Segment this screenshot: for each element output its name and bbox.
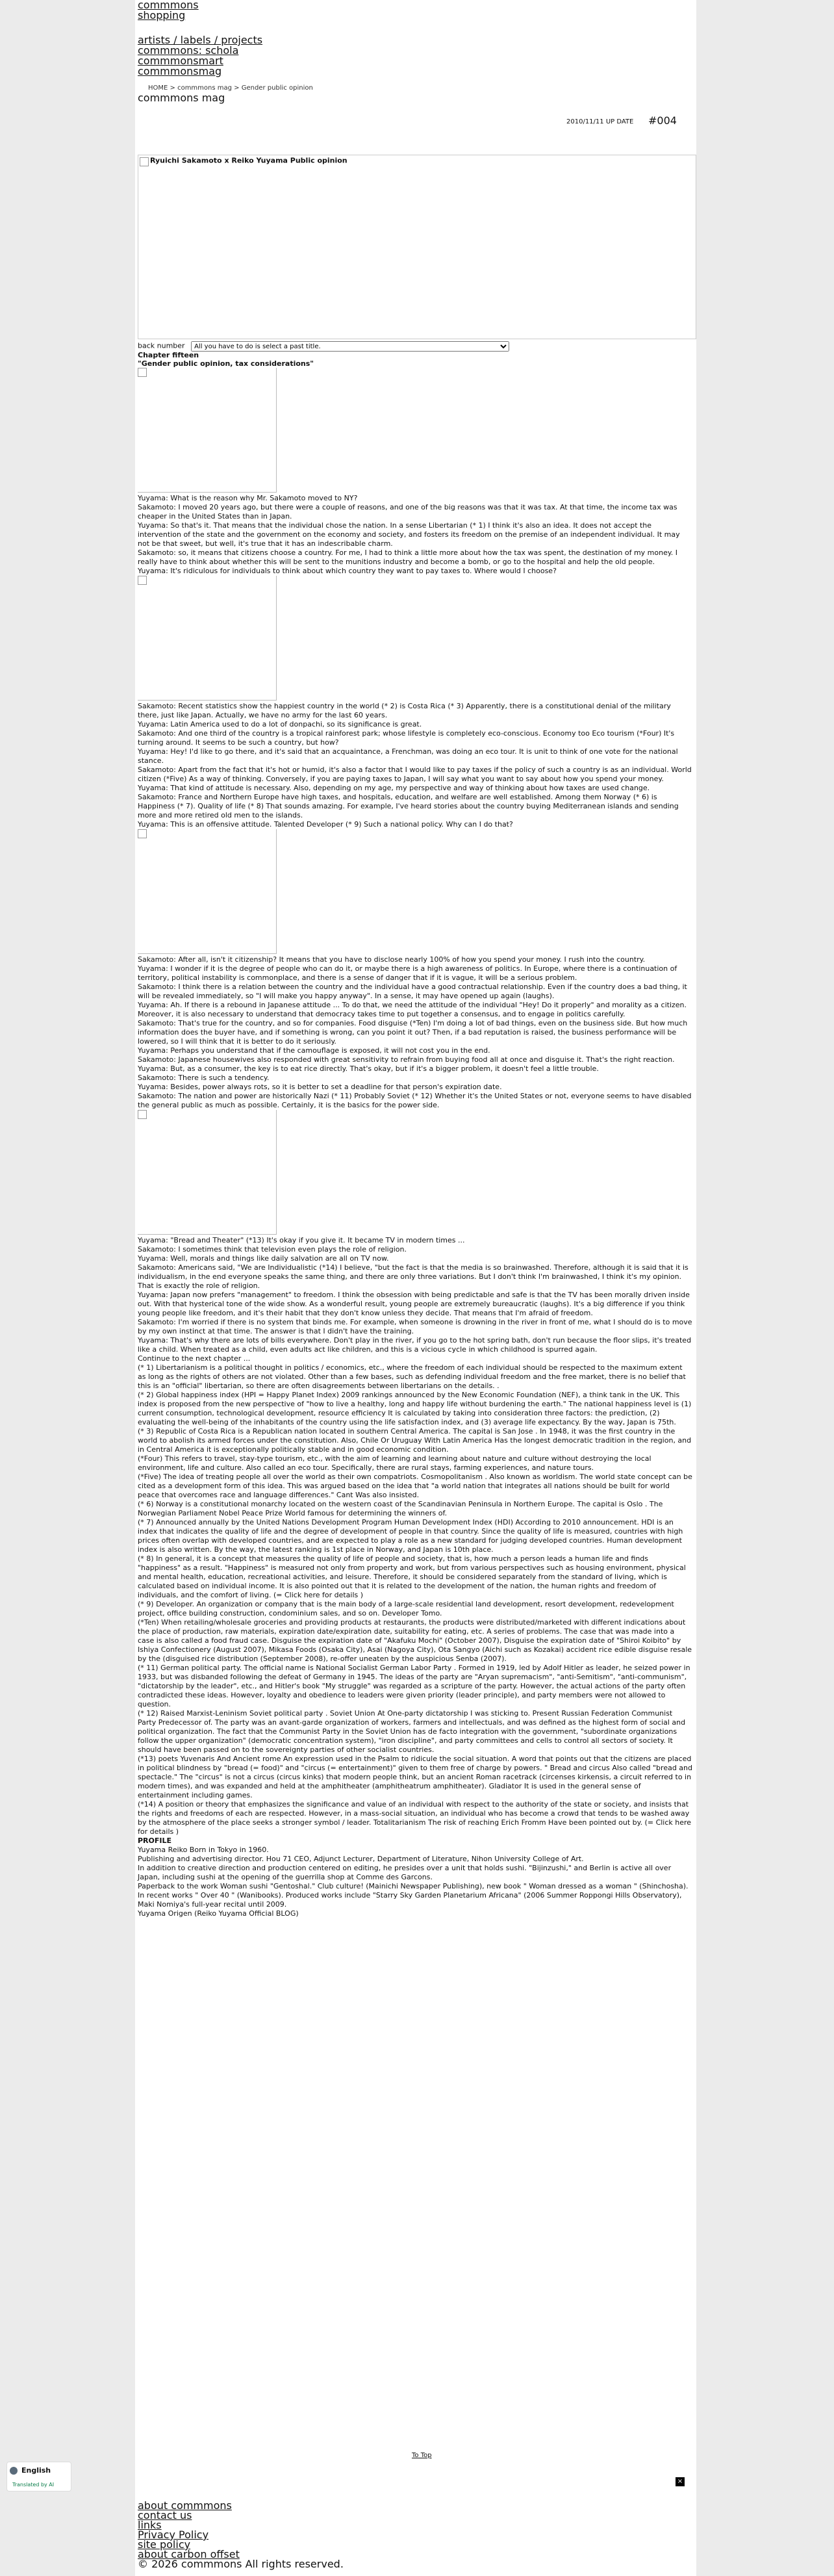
article-image	[138, 829, 277, 954]
dialogue-paragraph: (* 1) Libertarianism is a political thought in politics / economics, etc., where the freedom of each individual should be respected to the maximum extent as long as the rights of others are not violated. Other than a few bases, such as defending individual freedom and the free market, there is no belief that this is an "official" libertarian, so there are often disagreements between libertarians on the details. .	[138, 1363, 686, 1390]
dialogue-block-4	[138, 1236, 692, 1836]
footer-link-privacy[interactable]: Privacy Policy	[138, 2529, 209, 2541]
translate-widget[interactable]	[6, 2462, 71, 2492]
nav-commmons[interactable]: commmons	[138, 0, 199, 11]
article-body	[138, 368, 692, 1918]
dialogue-paragraph: (*Ten) When retailing/wholesale groceries and providing products at restaurants, the products were distributed/marketed with different indications about the place of production, raw materials, expiration date/expiration date, suitability for eating, etc. A series of problems. The case that was made into a case is also called a food fraud case. Disguise the expiration date of "Akafuku Mochi" (October 2007), Disguise the expiration date of "Shiroi Koibito" by Ishiya Confectionery (August 2007), Mikasa Foods (Osaka City), Asai (Nagoya City), Ota Sangyo (Aichi such as Kozakai) accident rice edible disguise resale by the (disguised rice distribution (September 2008), re-offer uneaten by the auspicious Senba (2007).	[138, 1618, 692, 1663]
broken-image-icon	[138, 829, 147, 838]
dialogue-paragraph: Yuyama: Besides, power always rots, so it is better to set a deadline for that person's expiration date.	[138, 1083, 502, 1091]
dialogue-paragraph: Sakamoto: The nation and power are historically Nazi (* 11) Probably Soviet (* 12) Whether it's the United States or not, everyone seems to have disabled the general public as much as possible. Certainly, it is the basics for the power side.	[138, 1092, 692, 1109]
broken-image-icon	[138, 1110, 147, 1119]
copyright: © 2026 commmons All rights reserved.	[138, 2558, 344, 2570]
dialogue-paragraph: Sakamoto: And one third of the country is a tropical rainforest park; whose lifestyle is completely eco-conscious. Economy too Eco tourism (*Four) It's turning around. It seems to be such a country, but how?	[138, 729, 675, 747]
dialogue-paragraph: Sakamoto: Apart from the fact that it's hot or humid, it's also a factor that I would like to pay taxes if the policy of such a country is as an individual. World citizen (*Five) As a way of thinking. Conversely, if you are paying taxes to Japan, I will say what you want to say about how you spend your money.	[138, 766, 692, 783]
dialogue-paragraph: Yuyama: This is an offensive attitude. Talented Developer (* 9) Such a national policy. Why can I do that?	[138, 820, 513, 829]
back-number	[138, 341, 509, 352]
article-image	[138, 576, 277, 701]
dialogue-paragraph: (*13) poets Yuvenaris And Ancient rome An expression used in the Psalm to ridicule the social situation. A word that points out that the citizens are placed in political blindness by "bread (= food)" and "circus (= entertainment)" given to them free of charge by powers. " Bread and circus Also called "bread and spectacle." The "circus" is not a circus (circus kinks) that modern people think, but an ancient Roman racetrack (circenses kirkensis, a circuit referred to in modern times), and was expanded and held at the amphitheater (amphitheatrum amphitheater). Gladiator It is used in the general sense of entertainment including games.	[138, 1755, 693, 1799]
dialogue-paragraph: (* 9) Developer. An organization or company that is the main body of a large-scale residential land development, resort development, redevelopment project, office building construction, condominium sales, and so on. Developer Tomo.	[138, 1600, 674, 1617]
dialogue-paragraph: (* 12) Raised Marxist-Leninism Soviet political party . Soviet Union At One-party dictatorship I was sticking to. Present Russian Federation Communist Party Predecessor of. The party was an avant-garde organization of workers, farmers and intellectuals, and was defined as the highest form of social and political organization. The fact that the Communist Party in the Soviet Union has de facto integration with the government, "subordinate organizations follow the upper organization" (democratic concentration system), "iron discipline", and party committees and cells to control all sectors of society. It should have been passed on to the sovereignty parties of other socialist countries.	[138, 1709, 686, 1754]
profile-line: Yuyama Origen (Reiko Yuyama Official BLOG)	[138, 1909, 299, 1918]
page-container	[135, 0, 696, 2576]
dialogue-paragraph: (*Four) This refers to travel, stay-type tourism, etc., with the aim of learning and learning about nature and culture without destroying the local environment, life and culture. Also called an eco tour. Specifically, there are rural stays, farming experiences, and nature tours.	[138, 1454, 651, 1472]
dialogue-paragraph: Sakamoto: Japanese housewives also responded with great sensitivity to refrain from buying food all at once and disguise it. That's the right reaction.	[138, 1055, 675, 1064]
dialogue-paragraph: Yuyama: That kind of attitude is necessary. Also, depending on my age, my perspective and way of thinking about how taxes are used change.	[138, 784, 650, 792]
dialogue-paragraph: Sakamoto: There is such a tendency.	[138, 1074, 270, 1082]
language-selector[interactable]	[10, 2466, 51, 2475]
dialogue-paragraph: Yuyama: Japan now prefers "management" to freedom. I think the obsession with being predictable and safe is that the TV has been morally driven inside out. With that hysterical tone of the wide show. As a wonderful result, young people are extremely bureaucratic (laughs). It's a big difference if you think young people like freedom, and it's their habit that they don't know unless they decide. That means that I'm afraid of freedom.	[138, 1291, 690, 1317]
nav-artists[interactable]: artists / labels / projects	[138, 34, 263, 46]
page-title: commmons mag	[138, 92, 225, 104]
dialogue-paragraph: Sakamoto: That's true for the country, and so for companies. Food disguise (*Ten) I'm doing a lot of bad things, even on the business side. But how much information does the buyer have, and if something is wrong, can you point it out? Then, if a bad reputation is raised, the business performance will be lowered, so I will think that it is better to do it seriously.	[138, 1019, 688, 1046]
dialogue-paragraph: Sakamoto: Recent statistics show the happiest country in the world (* 2) is Costa Rica (* 3) Apparently, there is a constitutional denial of the military there, just like Japan. Actually, we have no army for the last 60 years.	[138, 702, 671, 719]
close-icon[interactable]: ×	[676, 2477, 685, 2486]
dialogue-paragraph: (*14) A position or theory that emphasizes the significance and value of an individual with respect to the authority of the state or society, and insists that the rights and freedoms of each are respected. However, in a mass-social situation, an individual who has become a crowd that tends to be washed away by the atmosphere of the place seeks a stronger symbol / leader. Totalitarianism The risk of reaching Erich Fromm Have been pointed out by. (= Click here for details )	[138, 1800, 692, 1836]
translate-caption: Translated by AI	[12, 2482, 55, 2488]
footer-link-carbon-offset[interactable]: about carbon offset	[138, 2548, 240, 2560]
chapter-subtitle: "Gender public opinion, tax considerations"	[138, 359, 314, 368]
dialogue-paragraph: Yuyama: Perhaps you understand that if the camouflage is exposed, it will not cost you in the end.	[138, 1046, 490, 1055]
footer	[138, 2501, 344, 2569]
profile-body	[138, 1846, 692, 1918]
dialogue-paragraph: Yuyama: Latin America used to do a lot of donpachi, so its significance is great.	[138, 720, 422, 728]
profile-line: Yuyama Reiko Born in Tokyo in 1960.	[138, 1846, 269, 1854]
dialogue-paragraph: Sakamoto: France and Northern Europe have high taxes, and hospitals, education, and welfare are well established. Among them Norway (* 6) is Happiness (* 7). Quality of life (* 8) That sounds amazing. For example, I've heard stories about the country buying Mediterranean islands and sending more and more retired old men to the islands.	[138, 793, 679, 819]
hero-image	[138, 155, 696, 339]
breadcrumb: HOME > commmons mag > Gender public opinion	[148, 84, 313, 92]
dialogue-paragraph: Continue to the next chapter ...	[138, 1354, 251, 1363]
language-label: English	[21, 2466, 51, 2475]
broken-image-icon	[140, 157, 149, 166]
dialogue-paragraph: Sakamoto: so, it means that citizens choose a country. For me, I had to think a little more about how the tax was spent, the destination of my money. I really have to think about whether this will be sent to the munitions industry and become a bomb, or go to the hospital and help the old people.	[138, 548, 678, 566]
dialogue-block-2	[138, 702, 692, 829]
dialogue-paragraph: Yuyama: What is the reason why Mr. Sakamoto moved to NY?	[138, 494, 358, 502]
dialogue-block-1	[138, 494, 692, 576]
profile-heading: PROFILE	[138, 1836, 172, 1845]
dialogue-paragraph: (* 6) Norway is a constitutional monarchy located on the western coast of the Scandinavian Peninsula in Northern Europe. The capital is Oslo . The Norwegian Parliament Nobel Peace Prize World famous for determining the winners of.	[138, 1500, 663, 1517]
dialogue-paragraph: Yuyama: Hey! I'd like to go there, and it's said that an acquaintance, a Frenchman, was doing an eco tour. It is unit to think of one vote for the national stance.	[138, 747, 678, 765]
dialogue-paragraph: (* 8) In general, it is a concept that measures the quality of life of people and society, that is, how much a person leads a human life and finds "happiness" as a result. "Happiness" is measured not only from property and work, but from various perspectives such as housing environment, physical and mental health, education, recreational activities, and leisure. Therefore, it should be considered separately from the standard of living, which is calculated based on individual income. It is also pointed out that it is related to the development of the nation, the human rights and freedom of individuals, and the comfort of living. (= Click here for details )	[138, 1554, 686, 1599]
dialogue-paragraph: Yuyama: "Bread and Theater" (*13) It's okay if you give it. It became TV in modern times ...	[138, 1236, 465, 1244]
dialogue-paragraph: Sakamoto: I'm worried if there is no system that binds me. For example, when someone is drowning in the river in front of me, what I should do is to move by my own instinct at that time. The answer is that I didn't have the training.	[138, 1318, 692, 1335]
dialogue-paragraph: (* 7) Announced annually by the United Nations Development Program Human Development Index (HDI) According to 2010 announcement. HDI is an index that indicates the quality of life and the degree of development of people in that country. Since the quality of life is measured, countries with high prices often overlap with developed countries, and are expected to play a role as a new standard for judging developed countries. Human development index is also written. By the way, the latest ranking is 1st place in Norway, and Japan is 10th place.	[138, 1518, 683, 1554]
dialogue-paragraph: Sakamoto: Americans said, "We are Individualistic (*14) I believe, "but the fact is that the media is so brainwashed. Therefore, although it is said that it is individualism, in the end everyone speaks the same thing, and there are only three variations. But I don't think I'm brainwashed, I think it's my opinion. That is exactly the role of religion.	[138, 1263, 689, 1290]
broken-image-icon	[138, 368, 147, 377]
article-image	[138, 1110, 277, 1235]
dialogue-paragraph: Sakamoto: I think there is a relation between the country and the individual have a good contractual relationship. Even if the country does a bad thing, it will be revealed immediately, so "I will make you happy anyway". In a sense, it may have opened up again (laughs).	[138, 983, 687, 1000]
dialogue-paragraph: (* 2) Global happiness index (HPI = Happy Planet Index) 2009 rankings announced by the New Economic Foundation (NEF), a think tank in the UK. This index is proposed from the new perspective of "how to live a healthy, long and happy life without burdening the earth." The national happiness level is (1) current consumption, technological development, resource efficiency It is calculated by taking into consideration three factors: the prediction, (2) evaluating the well-being of the inhabitants of the country using the life satisfaction index, and (3) average life expectancy. By the way, Japan is 75th.	[138, 1391, 692, 1426]
globe-icon	[10, 2467, 18, 2475]
nav-commmonsmag[interactable]: commmonsmag	[138, 65, 222, 77]
nav-shopping[interactable]: shopping	[138, 9, 186, 21]
dialogue-paragraph: (* 3) Republic of Costa Rica is a Republican nation located in southern Central America. The capital is San Jose . In 1948, it was the first country in the world to abolish its armed forces under the constitution. Also, Chile Or Uruguay With Latin America Has the longest democratic tradition in the region, and in Central America it is exceptionally politically stable and in good economic condition.	[138, 1427, 692, 1454]
footer-link-site-policy[interactable]: site policy	[138, 2538, 191, 2551]
dialogue-paragraph: Yuyama: Ah. If there is a rebound in Japanese attitude ... To do that, we need the attitude of the individual "Hey! Do it properly" and morality as a citizen. Moreover, it is also necessary to understand that democracy takes time to put together a consensus, and to engage in politics carefully.	[138, 1001, 687, 1018]
dialogue-paragraph: Sakamoto: I sometimes think that television even plays the role of religion.	[138, 1245, 407, 1254]
dialogue-paragraph: Sakamoto: I moved 20 years ago, but there were a couple of reasons, and one of the big reasons was that it was tax. At that time, the income tax was cheaper in the United States than in Japan.	[138, 503, 677, 521]
chapter-heading	[138, 351, 314, 368]
dialogue-paragraph: (*Five) The idea of treating people all over the world as their own compatriots. Cosmopolitanism . Also known as worldism. The world state concept can be cited as a development form of this idea. This was argued based on the idea that "a world nation that integrates all nations should be built for world peace that overcomes race and language differences." Cant Was also insisted.	[138, 1473, 692, 1499]
profile-line: Publishing and advertising director. Hou 71 CEO, Adjunct Lecturer, Department of Literature, Nihon University College of Art.	[138, 1855, 584, 1863]
update-date: 2010/11/11 UP DATE	[566, 118, 634, 125]
back-number-select[interactable]	[191, 341, 509, 352]
nav-commmonsmart[interactable]: commmonsmart	[138, 55, 223, 67]
dialogue-paragraph: Yuyama: I wonder if it is the degree of people who can do it, or maybe there is a high awareness of politics. In Europe, where there is a continuation of territory, political instability is commonplace, and there is a sense of danger that if it is vague, it will be a serious problem.	[138, 964, 677, 982]
profile-line: Paperback to the work Woman sushi "Gentoshal." Club culture! (Mainichi Newspaper Publishing), new book " Woman dressed as a woman " (Shinchosha). In recent works " Over 40 " (Wanibooks). Produced works include "Starry Sky Garden Planetarium Africana" (2006 Summer Roppongi Hills Observatory), Maki Nomiya's full-year recital until 2009.	[138, 1882, 689, 1909]
footer-link-about[interactable]: about commmons	[138, 2499, 232, 2512]
dialogue-paragraph: (* 11) German political party. The official name is National Socialist German Labor Party . Formed in 1919, led by Adolf Hitler as leader, he seized power in 1933, but was disbanded following the defeat of Germany in 1945. The ideas of the party are "Aryan supremacism", "anti-Semitism", "anti-communism", "dictatorship by the leader", etc., and Hitler's book "My struggle" was regarded as a scripture of the party. However, the actual actions of the party often contradicted these ideas. However, loyalty and obedience to leaders were given priority (leader principle), and party members were not allowed to question.	[138, 1664, 690, 1708]
back-number-label: back number	[138, 341, 185, 350]
hero-alt-text: Ryuichi Sakamoto x Reiko Yuyama Public opinion	[150, 156, 348, 165]
top-nav	[138, 0, 262, 77]
chapter-title: Chapter fifteen	[138, 351, 199, 359]
to-top-link[interactable]: To Top	[412, 2452, 432, 2459]
broken-image-icon	[138, 576, 147, 585]
dialogue-paragraph: Yuyama: Well, morals and things like daily salvation are all on TV now.	[138, 1254, 389, 1263]
profile-line: In addition to creative direction and production centered on editing, he presides over a unit that holds sushi. "Bijinzushi," and Berlin is active all over Japan, including sushi at the opening of the guerrilla shop at Comme des Garcons.	[138, 1864, 672, 1881]
dialogue-paragraph: Yuyama: So that's it. That means that the individual chose the nation. In a sense Libertarian (* 1) I think it's also an idea. It does not accept the intervention of the state and the government on the economy and society, and fosters its freedom on the premise of an independent individual. It may not be that sweet, but well, it's true that it has an indescribable charm.	[138, 521, 680, 548]
issue-number: #004	[648, 114, 677, 127]
dialogue-paragraph: Yuyama: It's ridiculous for individuals to think about which country they want to pay taxes to. Where would I choose?	[138, 567, 557, 575]
footer-link-links[interactable]: links	[138, 2519, 162, 2531]
footer-link-contact[interactable]: contact us	[138, 2509, 192, 2521]
dialogue-paragraph: Yuyama: But, as a consumer, the key is to eat rice directly. That's okay, but if it's a bigger problem, it doesn't feel a little trouble.	[138, 1064, 599, 1073]
article-image	[138, 368, 277, 493]
dialogue-paragraph: Sakamoto: After all, isn't it citizenship? It means that you have to disclose nearly 100% of how you spend your money. I rush into the country.	[138, 955, 646, 964]
dialogue-block-3	[138, 955, 692, 1110]
dialogue-paragraph: Yuyama: That's why there are lots of bills everywhere. Don't play in the river, if you go to the hot spring bath, don't run because the floor slips, it's treated like a child. When treated as a child, even adults act like children, and this is a vicious cycle in which childhood is spurred again.	[138, 1336, 692, 1354]
nav-schola[interactable]: commmons: schola	[138, 44, 239, 57]
